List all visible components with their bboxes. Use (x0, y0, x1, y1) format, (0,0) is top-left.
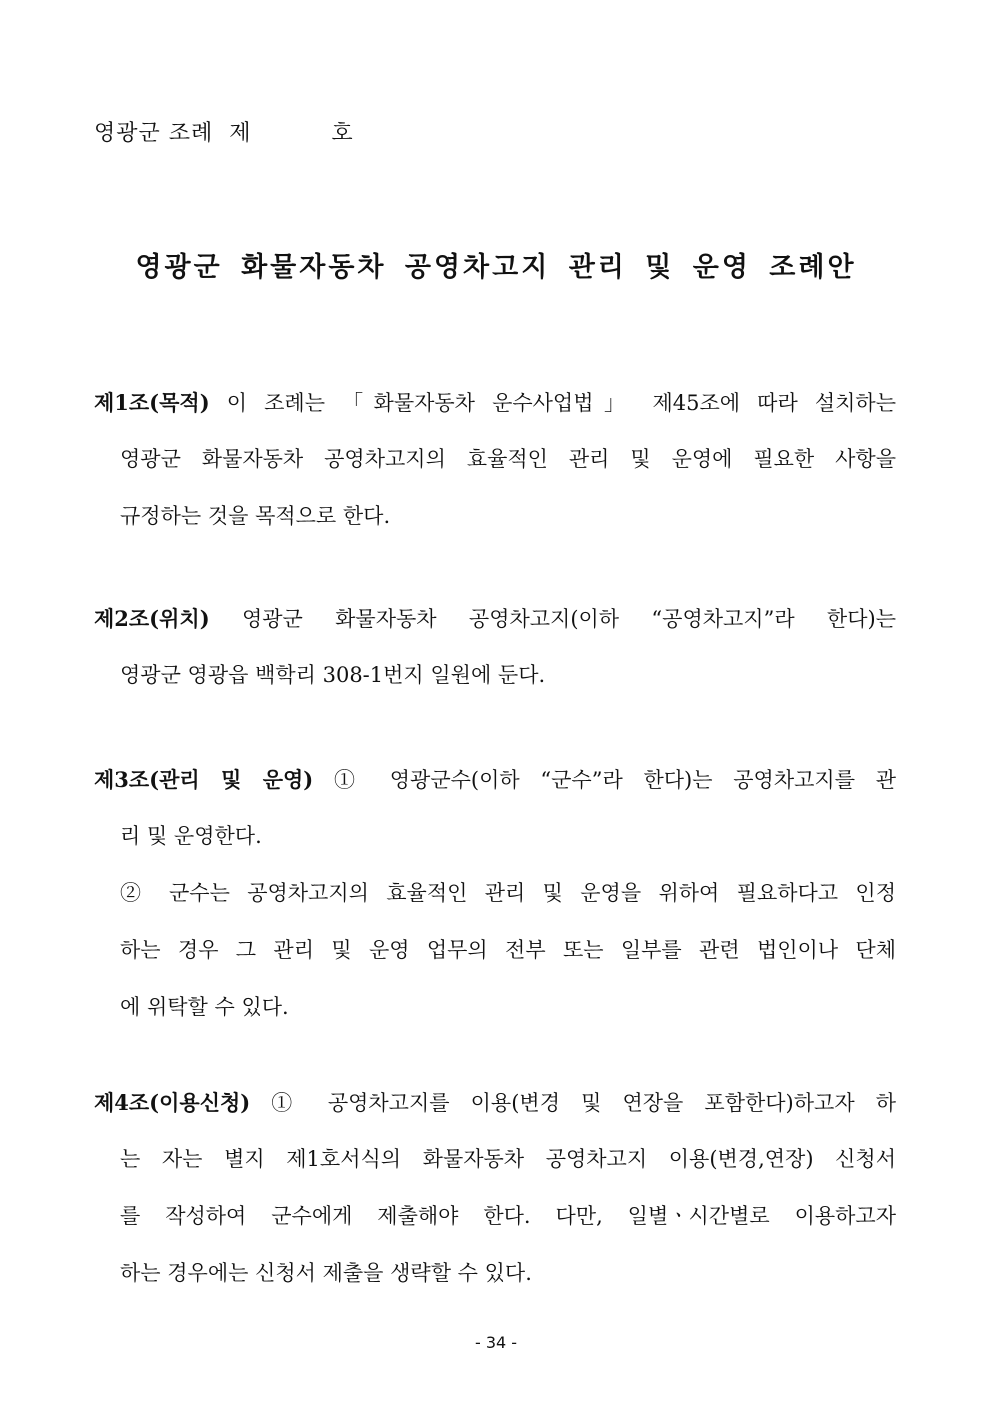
article-line: 하는 경우에는 신청서 제출을 생략할 수 있다. (120, 1261, 532, 1285)
article-heading: 제4조(이용신청) (94, 1090, 251, 1115)
article-line: 하는 경우 그 관리 및 운영 업무의 전부 또는 일부를 관련 법인이나 단체 (120, 938, 896, 962)
ordinance-number: 영광군 조례 제 호 (94, 121, 354, 146)
page-number: - 34 - (474, 1333, 518, 1352)
article-text: ① 공영차고지를 이용(변경 및 연장을 포함한다)하고자 하 (250, 1091, 896, 1115)
article-line: 규정하는 것을 목적으로 한다. (120, 504, 391, 528)
article-heading: 제1조(목적) (94, 390, 210, 415)
article-line (94, 751, 896, 808)
article-heading: 제2조(위치) (94, 606, 210, 631)
article-text: 이 조례는 「화물자동차 운수사업법」 제45조에 따라 설치하는 (209, 391, 896, 415)
article-1 (94, 374, 896, 545)
article-4 (94, 1074, 896, 1302)
article-line (94, 374, 896, 431)
article-line (94, 1074, 896, 1131)
article-heading: 제3조(관리 및 운영) (94, 767, 314, 792)
article-text: ① 영광군수(이하 “군수”라 한다)는 공영차고지를 관 (313, 768, 896, 792)
article-line: 리 및 운영한다. (120, 824, 262, 848)
article-line: 를 작성하여 군수에게 제출해야 한다. 다만, 일별ㆍ시간별로 이용하고자 (120, 1204, 896, 1228)
article-2 (94, 590, 896, 704)
article-line: 영광군 화물자동차 공영차고지의 효율적인 관리 및 운영에 필요한 사항을 (120, 447, 896, 471)
article-line: 에 위탁할 수 있다. (120, 995, 289, 1019)
document-title: 영광군 화물자동차 공영차고지 관리 및 운영 조례안 (135, 252, 857, 283)
article-line (94, 590, 896, 647)
article-line: 는 자는 별지 제1호서식의 화물자동차 공영차고지 이용(변경,연장) 신청서 (120, 1147, 896, 1171)
article-line: ② 군수는 공영차고지의 효율적인 관리 및 운영을 위하여 필요하다고 인정 (120, 881, 896, 905)
article-line: 영광군 영광읍 백학리 308-1번지 일원에 둔다. (120, 663, 546, 687)
article-3 (94, 751, 896, 1036)
article-text: 영광군 화물자동차 공영차고지(이하 “공영차고지”라 한다)는 (209, 607, 896, 631)
